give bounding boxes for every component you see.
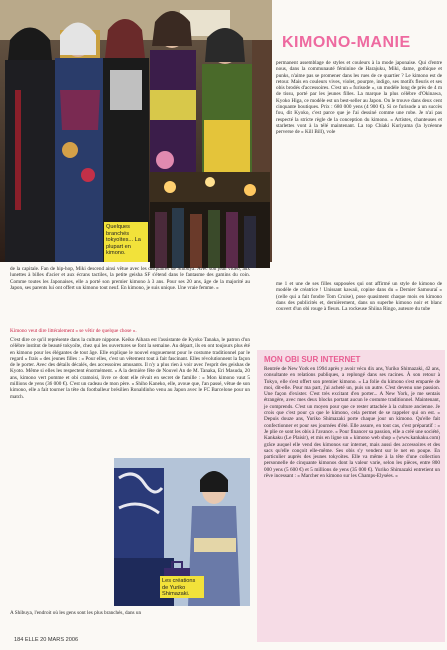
- article-title: KIMONO-MANIE: [282, 34, 411, 51]
- left-column-body-bottom: A Shibuya, l'endroit où les gens sont les plus branchés, dans un: [10, 610, 142, 616]
- left-column-highlight: Kimono veut dire littéralement « se vêtir de quelque chose ».: [10, 328, 137, 334]
- street-photo: [150, 172, 270, 268]
- sidebar-heading: MON OBI SUR INTERNET: [264, 355, 361, 364]
- sidebar-body: Rentrée de New York en 1994 après y avoir vécu dix ans, Yuriko Shimazaki, 42 ans, consultante en relations publiques, a replongé dans ses racines. À son retour à Tokyo, elle s'est offert son premier kimono. « La folie du kimono s'est emparée de moi, dit-elle. Pour ma part, j'ai acheté un, puis un autre. C'est devenu une passion. Une façon d'exister. C'est très excitant d'en porter... A New York, je me sentais étrangère, avec mes deux blocks portant aucun le costume traditionnel. Maintenant, je comprends. C'est un moyen pour que ce rester attachée à la culture ancienne. Je crois que c'est pour ça que le kimono, cela permet de se rappeler qui on est. » Depuis douze ans, Yuriko Shimazaki porte chaque jour un kimono. Qu'elle fait confectionner et pour ses journées d'été. Elle assure, en tout cas, c'est préparatif : « Je plie ce sont les obis à l'avance. » Pour financer sa passion, elle a créé une société, Kankaku (Le Plaisir), et mis en ligne un « kimono web shop » (www.kankaku.com) grâce auquel elle vend des kimonos sur internet, mais aussi des accessoires et des sacs qu'elle conçoit elle-même. Ses obis s'y vendent sur le net en poupe. En particulier auprès des jeunes tokyoïtes. Elle va même à la tête d'une collection personnelle de cinquante kimonos dont la valeur varie, selon les pièces, entre 800 000 yens (5 600 €) et 5 millions de yens (35 000 €). Yuriko Shimazaki entretient un rêve incessant : « Marcher en kimono sur les Champs-Elysées. »: [264, 366, 440, 480]
- page-footer: 184 ELLE 20 MARS 2006: [14, 637, 79, 643]
- left-column-body-top: C'est dire ce qu'il représente dans la culture nippone. Keiko Aihara est l'assistante de Kyoko Tanaka, le patron d'un célèbre institut de beauté tokyoïte, chez qui les ouvertures se font la semaine. Au départ, ils en ont toujours plus été en kimono pour les élégantes de tout âge. Elle explique le nouvel engouement pour le costume traditionnel par le regard « frais » des jeunes filles : « Pour elles, c'est un vêtement tout à fait fascinant. Elles révolutionnent la façon de le porter. Avec des détails décalés, des accessoires amusants. Il n'y a plus rien à voir avec l'esprit des geishas de Kyoto. Même si elles les respectent énormément. » A la dernière fête de Nouvel An de M. Tanaka, Eri Masuda, 20 ans, kimono vert pomme et obi cramoisi, livre ce dont elle rêvait en secret de famille : « Mon kimono vaut 5 millions de yens (36 000 €). C'est un cadeau de mon père. » Shiho Kaneko, elle, avoue que, l'an passé, vêtue de son kimono, elle a fait tourner la tête du footballeur brésilien Ronaldinho venu au Japon avec le FC Barcelone pour un match.: [10, 337, 250, 400]
- left-column-intro: de la capitale. Fan de hip-hop, Miki descend ainsi vêtue avec les disquaires de Shibuya. Avec son jean vidéo, aux lunettes à billes d'acier et aux écrans tactiles, la petite geisha SF s'étend dans le fantasme des gamins du coin. Comme toutes les Japonaises, elle a porté son premier kimono à 3 ans. Pour ses 20 ans, âge de la majorité au Japon, ses parents lui ont offert un kimono tout neuf. En kimono, je suis unique. Une vraie femme. »: [10, 266, 250, 291]
- box-photo-caption: [160, 576, 204, 598]
- photo-caption: [104, 222, 148, 262]
- photo-caption-text: Quelques branchés tokyoïtes... La plupart en kimono.: [106, 224, 141, 257]
- box-photo-caption-text: Les créations de Yuriko Shimazaki.: [162, 578, 196, 598]
- right-column-mid: me 1 et une de ses filles supposées qui ont affirmé un style de kimono de modèle de créatrice ! Unissant kawaii, copine dans du « Dernier Samouraï » (celle qui a fait fondre Tom Cruise), pose quasiment chaque mois en kimono dans des publicités et, dernièrement, dans un superbe kimono noir et blanc couvert d'un obi rouge à fleurs. La rockeuse Shiina Ringo, auteure du tube: [276, 281, 442, 313]
- right-column-top: permanent assemblage de styles et couleurs à la mode japonaise. Qui d'entre nous, dans la communauté féminine de Harajuku, Miki, dame, gothique et punks, n'aime pas se promener dans les rues de ce quartier ? Le kimono est de retour. Mais en couleurs vives, violet, pourpre, indigo, ses motifs fleuris et ses obis brodés d'accessoires. C'est un « furisode », un modèle long de près de 4 m de tissu, porté par les jeunes filles. La marque la plus célèbre d'Okinawa, Kyoko Higa, ce modèle est un best-seller au Japon. On le trouve dans deux cent cinquante boutiques. Prix : 680 000 yens (4 900 €). Si ce furisode a un succès fou, dit Kyoko, c'est parce que je l'ai dessiné comme une robe. Je n'ai pas respecté la stricte règle de la conception du kimono. » Artistes, chanteuses et starlettes vont à la télé maintenant. La top Chiaki Kuriyama (la lycéenne perverse de « Kill Bill), vole: [276, 60, 442, 136]
